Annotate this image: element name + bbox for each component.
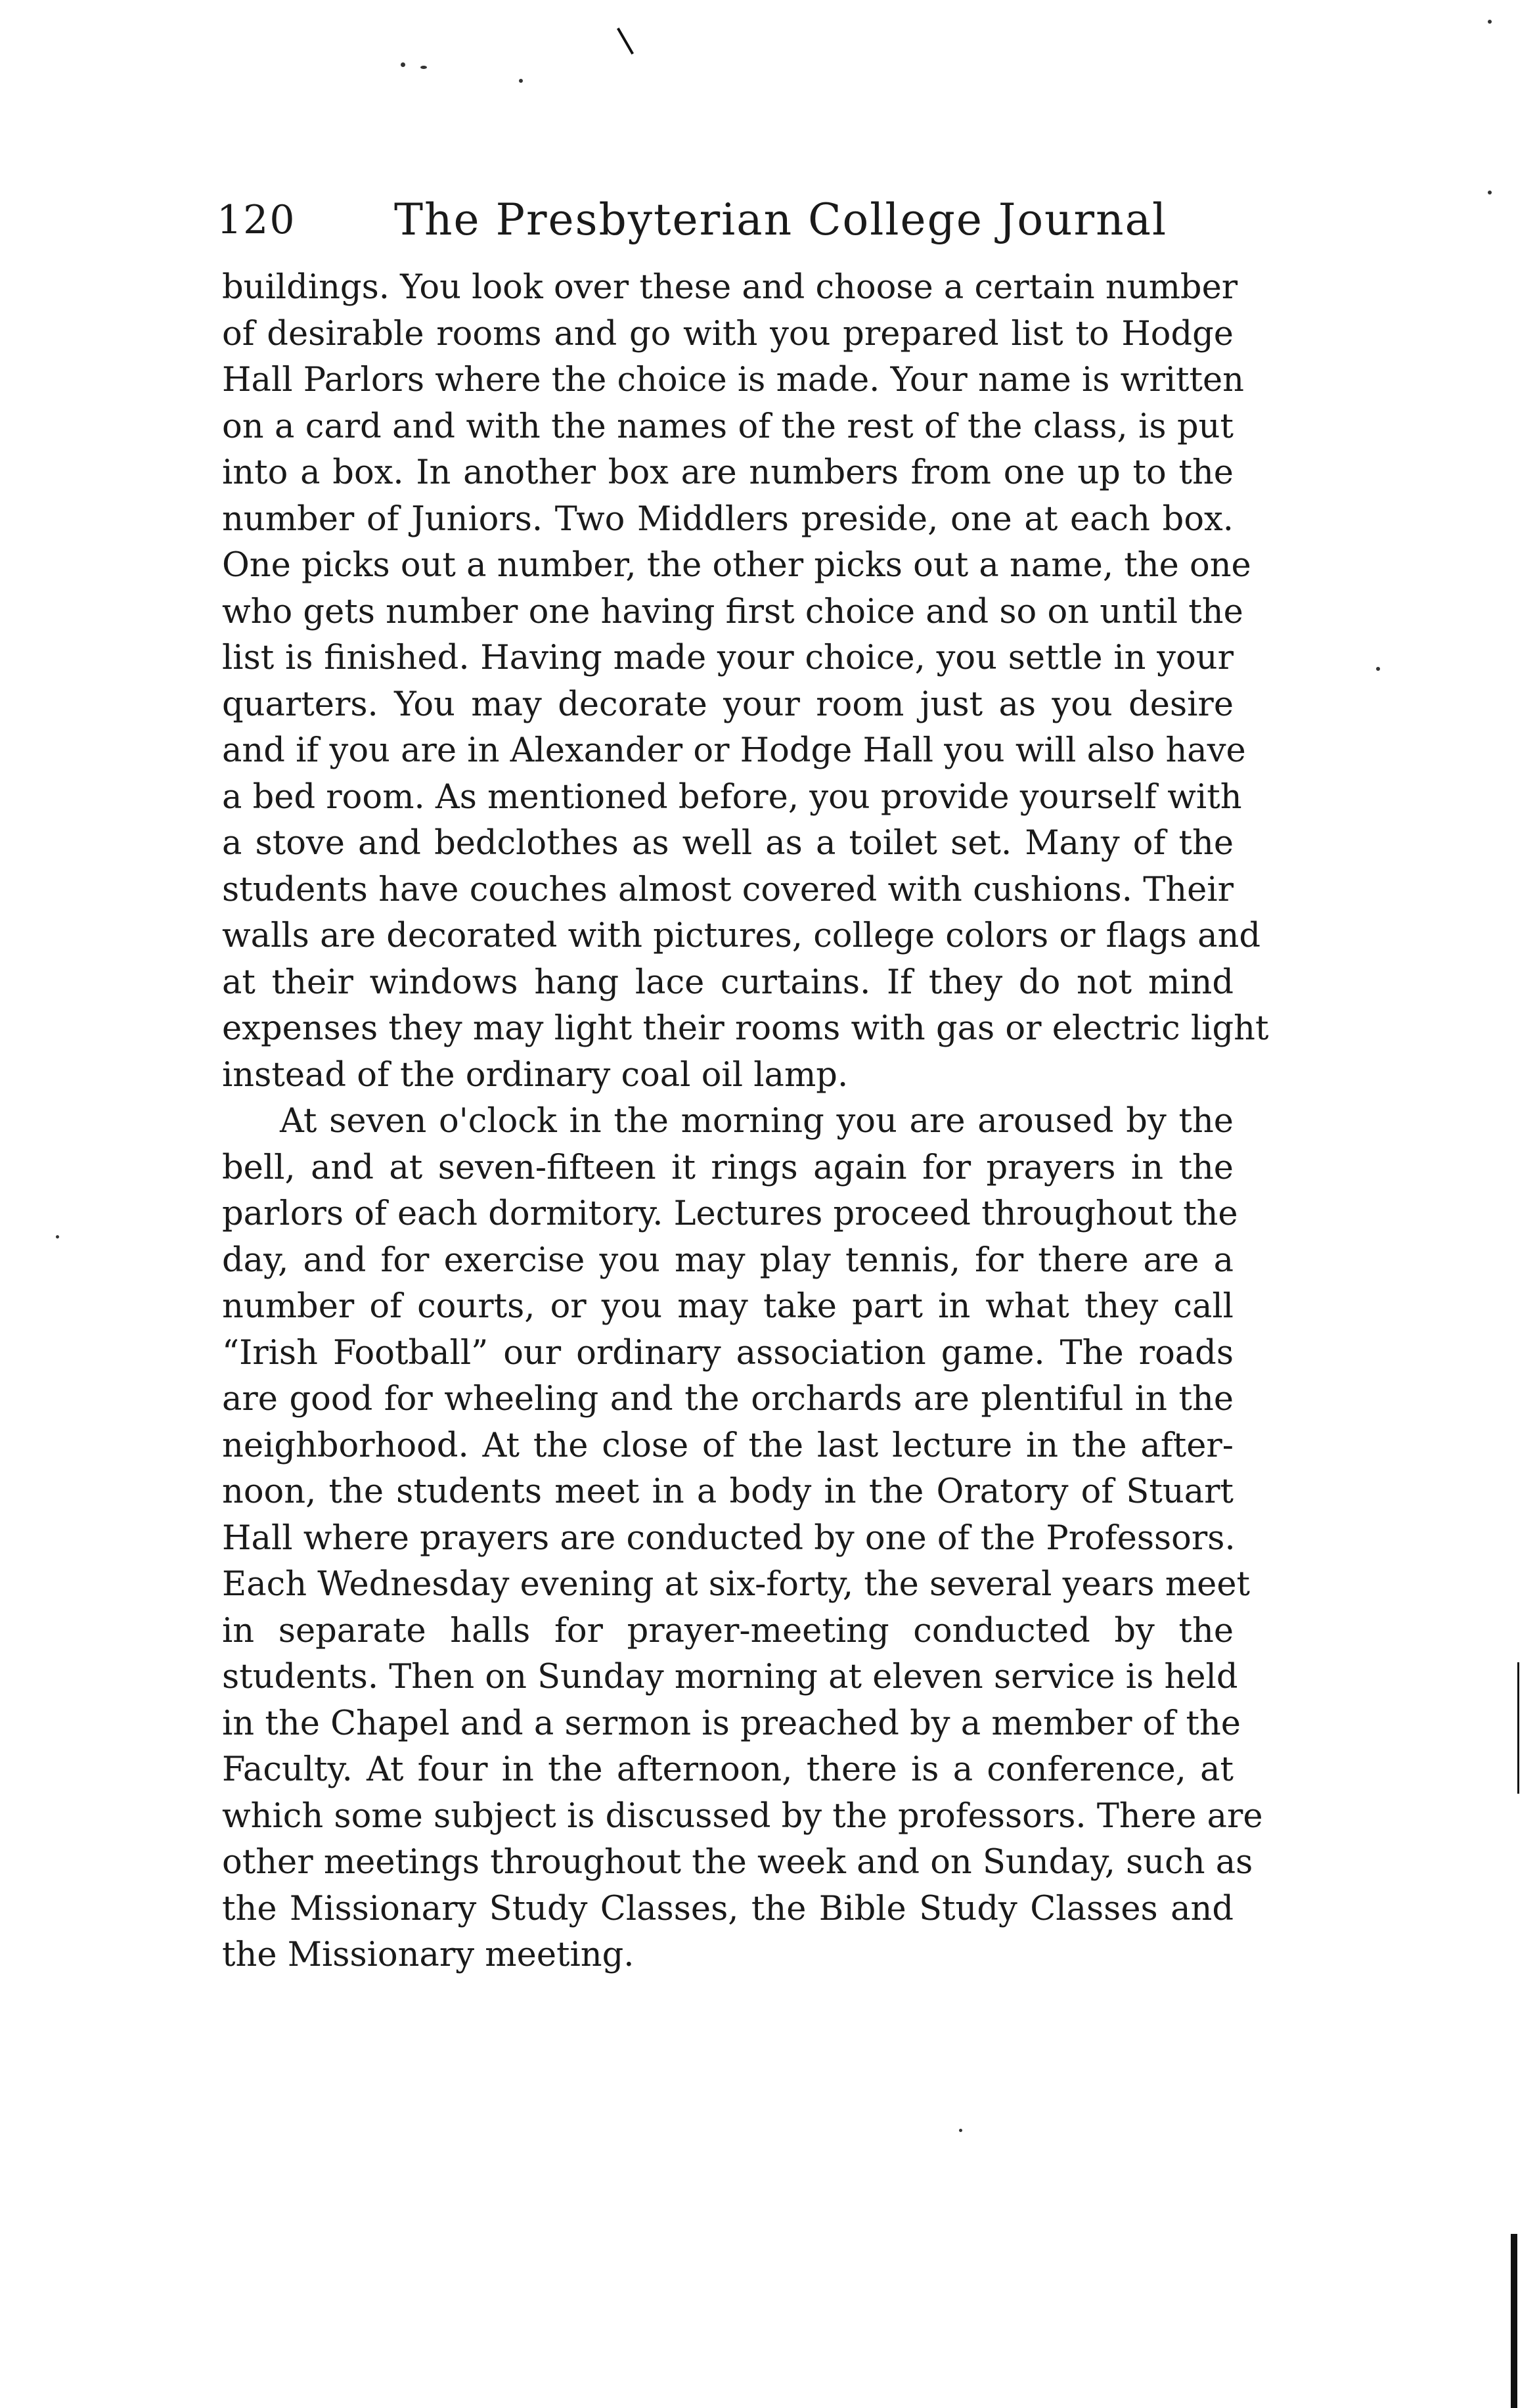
body-text xyxy=(222,265,1269,1979)
text-line: Hall Parlors where the choice is made. Your name is written xyxy=(222,361,1245,399)
text-line: buildings. You look over these and choose a certain number xyxy=(222,268,1238,307)
text-line: list is finished. Having made your choice, you settle in your xyxy=(222,639,1234,677)
running-title: The Presbyterian College Journal xyxy=(394,194,1168,245)
text-line: at their windows hang lace curtains. If they do not mind xyxy=(222,963,1234,1002)
scan-speck xyxy=(420,66,427,69)
text-line: walls are decorated with pictures, college colors or flags and xyxy=(222,917,1260,955)
text-line: number of Juniors. Two Middlers preside, one at each box. xyxy=(222,499,1234,539)
text-line: Hall where prayers are conducted by one of the Professors. xyxy=(222,1518,1236,1558)
text-line: Faculty. At four in the afternoon, there is a conference, at xyxy=(222,1750,1234,1789)
text-line: students. Then on Sunday morning at eleven service is held xyxy=(222,1658,1238,1696)
scan-edge-line xyxy=(1511,2234,1517,2408)
page-number: 120 xyxy=(217,197,296,243)
paragraph-1 xyxy=(222,265,1269,1099)
text-line: quarters. You may decorate your room just as you desire xyxy=(222,685,1234,724)
scan-speck xyxy=(1376,667,1380,671)
text-line: the Missionary Study Classes, the Bible Study Classes and xyxy=(222,1889,1234,1928)
scan-speck xyxy=(519,79,523,83)
scan-speck xyxy=(401,62,405,67)
text-line: on a card and with the names of the rest of the class, is put xyxy=(222,407,1234,446)
text-line: of desirable rooms and go with you prepared list to Hodge xyxy=(222,314,1234,353)
text-line: in the Chapel and a sermon is preached by a member of the xyxy=(222,1704,1241,1743)
text-line: into a box. In another box are numbers from one up to the xyxy=(222,453,1234,492)
text-line: number of courts, or you may take part in what they call xyxy=(222,1287,1234,1326)
text-line: a bed room. As mentioned before, you provide yourself with xyxy=(222,777,1242,817)
text-line: Each Wednesday evening at six-forty, the several years meet xyxy=(222,1565,1251,1604)
text-line: are good for wheeling and the orchards are plentiful in the xyxy=(222,1380,1234,1419)
text-line: students have couches almost covered with cushions. Their xyxy=(222,870,1234,909)
scan-speck xyxy=(1488,20,1492,24)
page-header xyxy=(217,184,1241,256)
scan-speck xyxy=(56,1235,59,1238)
text-line: who gets number one having first choice and so on until the xyxy=(222,592,1243,631)
text-line: One picks out a number, the other picks out a name, the one xyxy=(222,546,1251,585)
paragraph-2 xyxy=(222,1099,1263,1979)
scan-speck xyxy=(1488,191,1492,194)
scan-mark xyxy=(617,28,634,55)
text-line: “Irish Football” our ordinary association game. The roads xyxy=(222,1333,1234,1373)
text-line: other meetings throughout the week and on Sunday, such as xyxy=(222,1843,1253,1882)
text-line: which some subject is discussed by the professors. There are xyxy=(222,1796,1263,1836)
text-line: instead of the ordinary coal oil lamp. xyxy=(222,1055,849,1095)
scan-speck xyxy=(959,2129,962,2132)
scan-edge-line xyxy=(1517,1662,1519,1794)
text-line: parlors of each dormitory. Lectures proceed throughout the xyxy=(222,1194,1238,1233)
text-line: the Missionary meeting. xyxy=(222,1936,635,1974)
text-line: expenses they may light their rooms with gas or electric light xyxy=(222,1009,1269,1048)
text-line: At seven o'clock in the morning you are aroused by the xyxy=(280,1102,1234,1141)
text-line: day, and for exercise you may play tennis, for there are a xyxy=(222,1240,1234,1280)
text-line: a stove and bedclothes as well as a toilet set. Many of the xyxy=(222,824,1234,863)
text-line: in separate halls for prayer-meeting conducted by the xyxy=(222,1611,1234,1650)
text-line: noon, the students meet in a body in the Oratory of Stuart xyxy=(222,1472,1234,1511)
text-line: and if you are in Alexander or Hodge Hall you will also have xyxy=(222,731,1246,770)
text-line: bell, and at seven-fifteen it rings again for prayers in the xyxy=(222,1148,1234,1187)
text-line: neighborhood. At the close of the last lecture in the after- xyxy=(222,1426,1234,1465)
